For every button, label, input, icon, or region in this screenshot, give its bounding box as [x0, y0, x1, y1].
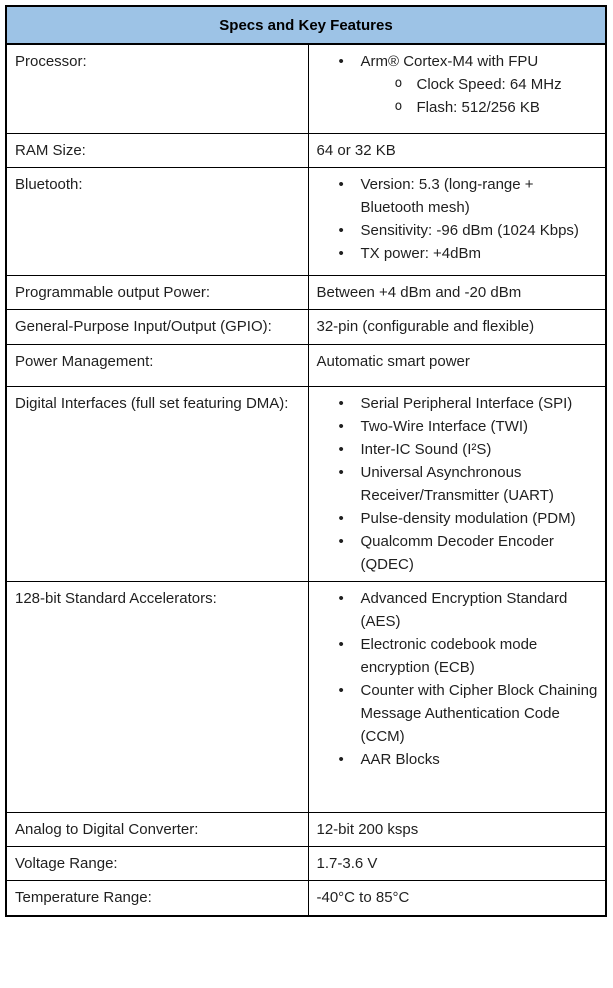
bullet-item: • Counter with Cipher Block Chaining Message Authentication Code (CCM) — [309, 679, 600, 748]
table-row-ram-size — [6, 133, 606, 167]
table-row-bluetooth — [6, 167, 606, 275]
row-value — [308, 44, 606, 133]
table-row-gpio — [6, 309, 606, 344]
bullet-item: • Serial Peripheral Interface (SPI) — [309, 392, 600, 415]
row-label: RAM Size: — [6, 133, 308, 167]
bullet-item: • Electronic codebook mode encryption (ECB) — [309, 633, 600, 679]
row-value — [308, 167, 606, 275]
table-header-row — [6, 6, 606, 44]
bullet-item: • Advanced Encryption Standard (AES) — [309, 587, 600, 633]
row-label: 128-bit Standard Accelerators: — [6, 581, 308, 812]
bullet-item: • TX power: +4dBm — [309, 242, 600, 265]
row-label: Power Management: — [6, 344, 308, 386]
row-value: 32-pin (configurable and flexible) — [308, 309, 606, 344]
bullet-item: • Inter-IC Sound (I²S) — [309, 438, 600, 461]
row-value: Between +4 dBm and -20 dBm — [308, 275, 606, 309]
table-row-processor — [6, 44, 606, 133]
bullet-list — [309, 173, 600, 265]
bullet-list — [309, 392, 600, 576]
table-header-cell: Specs and Key Features — [6, 6, 606, 44]
row-label: Analog to Digital Converter: — [6, 812, 308, 846]
bullet-item: • Sensitivity: -96 dBm (1024 Kbps) — [309, 219, 600, 242]
row-value — [308, 581, 606, 812]
bullet-item: • Arm® Cortex-M4 with FPU — [309, 50, 600, 73]
specs-table — [5, 5, 607, 917]
table-row-adc — [6, 812, 606, 846]
bullet-item: • Pulse-density modulation (PDM) — [309, 507, 600, 530]
bullet-list — [309, 50, 600, 119]
bullet-item: • Two-Wire Interface (TWI) — [309, 415, 600, 438]
row-label: Voltage Range: — [6, 846, 308, 880]
bullet-item: • Universal Asynchronous Receiver/Transmitter (UART) — [309, 461, 600, 507]
row-label: Processor: — [6, 44, 308, 133]
row-value: 64 or 32 KB — [308, 133, 606, 167]
row-label: Digital Interfaces (full set featuring DMA): — [6, 386, 308, 581]
row-label: Bluetooth: — [6, 167, 308, 275]
sub-bullet-item: o Clock Speed: 64 MHz — [309, 73, 600, 96]
row-value: -40°C to 85°C — [308, 880, 606, 916]
sub-bullet-item: o Flash: 512/256 KB — [309, 96, 600, 119]
row-label: Programmable output Power: — [6, 275, 308, 309]
table-row-voltage-range — [6, 846, 606, 880]
row-value: 12-bit 200 ksps — [308, 812, 606, 846]
bullet-item: • Version: 5.3 (long-range + Bluetooth mesh) — [309, 173, 600, 219]
table-row-temperature-range — [6, 880, 606, 916]
bullet-item: • Qualcomm Decoder Encoder (QDEC) — [309, 530, 600, 576]
row-value: Automatic smart power — [308, 344, 606, 386]
table-row-power-management — [6, 344, 606, 386]
table-row-accelerators — [6, 581, 606, 812]
row-value: 1.7-3.6 V — [308, 846, 606, 880]
table-row-digital-interfaces — [6, 386, 606, 581]
bullet-item: • AAR Blocks — [309, 748, 600, 771]
bullet-list — [309, 587, 600, 771]
document-page — [0, 5, 613, 988]
row-value — [308, 386, 606, 581]
table-row-programmable-output-power — [6, 275, 606, 309]
row-label: General-Purpose Input/Output (GPIO): — [6, 309, 308, 344]
row-label: Temperature Range: — [6, 880, 308, 916]
